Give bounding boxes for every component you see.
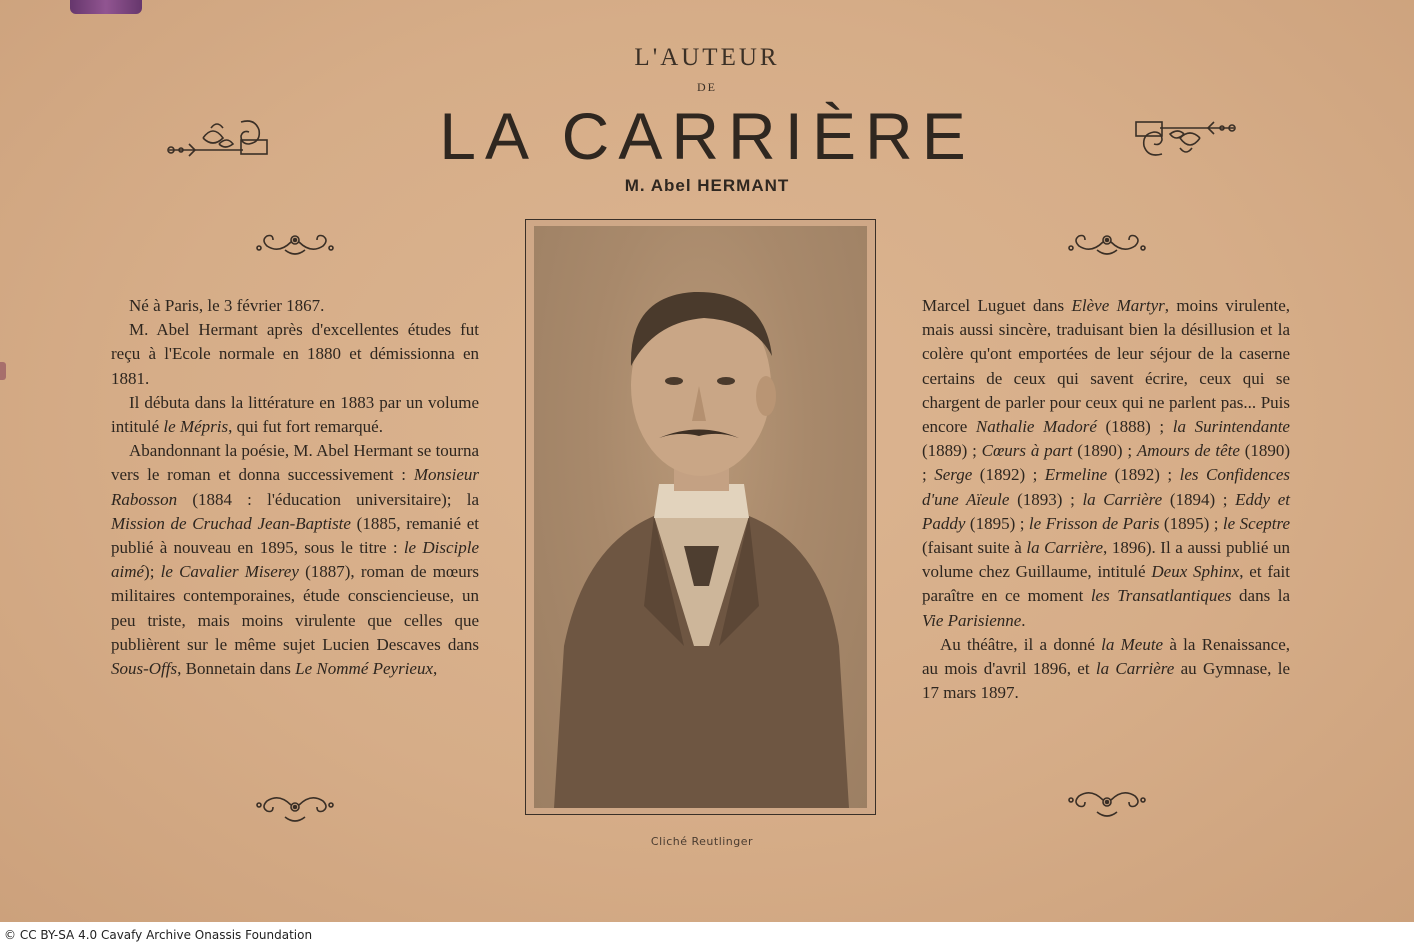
copyright-credit: © CC BY-SA 4.0 Cavafy Archive Onassis Foundation <box>4 928 313 942</box>
portrait-photo <box>534 226 867 808</box>
work-title: le Disciple aimé <box>111 538 480 582</box>
work-title: Sous-Offs <box>111 659 178 679</box>
works-paragraph <box>922 294 1290 633</box>
text-run: (1892) ; <box>1107 465 1180 485</box>
text-run: , Bonnetain dans <box>177 659 296 679</box>
text-run: dans la <box>1231 586 1290 606</box>
page-title: LA CARRIÈRE <box>439 99 975 173</box>
text-run: Au théâtre, il a donné <box>940 634 1102 654</box>
work-title: la Carrière <box>1026 538 1104 558</box>
work-title: Cœurs à part <box>981 441 1073 461</box>
bookmark-ribbon <box>70 0 142 14</box>
text-run: , <box>433 659 438 679</box>
text-run: à la Renaissance, au mois d'avril 1896, et <box>922 634 1290 679</box>
work-title: le Cavalier Miserey <box>160 562 299 582</box>
work-title: Le Nommé Peyrieux <box>295 659 434 679</box>
header-line-auteur: L'AUTEUR <box>634 44 780 71</box>
work-title: Elève Martyr <box>1071 296 1165 315</box>
birth-paragraph: Né à Paris, le 3 février 1867. <box>129 296 325 315</box>
text-run: (1884 : l'éducation universitaire); la <box>177 489 479 509</box>
key-ornament-left-icon <box>163 114 273 162</box>
work-title: Mission de Cruchad Jean-Baptiste <box>111 513 351 533</box>
fleuron-bottom-right-icon <box>1067 788 1147 820</box>
header-line-de: DE <box>697 80 717 94</box>
education-paragraph: M. Abel Hermant après d'excellentes études fut reçu à l'Ecole normale en 1880 et démissionna en 1881. <box>111 320 479 388</box>
text-run: (1895) ; <box>1159 513 1223 533</box>
text-run: , qui fut fort remarqué. <box>228 417 383 437</box>
work-title: Nathalie Madoré <box>975 417 1097 437</box>
text-run: (1888) ; <box>1096 417 1173 437</box>
text-run: Il débuta dans la littérature en 1883 par un volume intitulé <box>111 392 479 437</box>
work-title: le Frisson de Paris <box>1028 513 1160 533</box>
text-run: (1895) ; <box>965 513 1029 533</box>
text-run: Abandonnant la poésie, M. Abel Hermant se tourna vers le roman et donna successivement : <box>111 441 479 485</box>
work-title: Monsieur Rabosson <box>111 465 479 509</box>
fleuron-top-right-icon <box>1067 230 1147 262</box>
work-title: le Sceptre <box>1222 513 1290 533</box>
novels-paragraph <box>111 439 479 681</box>
fleuron-top-left-icon <box>255 230 335 262</box>
work-title: Serge <box>934 465 973 485</box>
debut-paragraph <box>111 391 479 439</box>
key-ornament-right-icon <box>1130 114 1240 162</box>
text-run: . <box>1021 610 1026 630</box>
text-run: (1889) ; <box>922 441 982 461</box>
text-run: (faisant suite à <box>922 538 1027 558</box>
biography-right-column <box>922 294 1290 705</box>
edge-mark <box>0 362 6 380</box>
work-title: la Carrière <box>1095 659 1175 679</box>
text-run: (1892) ; <box>972 465 1045 485</box>
author-name: M. Abel HERMANT <box>624 176 790 195</box>
work-title: Vie Parisienne <box>922 610 1022 630</box>
text-run: ); <box>144 562 161 582</box>
work-title: Amours de tête <box>1136 441 1240 461</box>
work-title: les Transatlantiques <box>1090 586 1232 606</box>
work-title: Eddy et Paddy <box>922 489 1291 533</box>
theatre-paragraph <box>922 633 1290 706</box>
work-title: le Mépris <box>163 417 229 437</box>
text-run: , 1896). Il a aussi publié un volume chez Guillaume, intitulé <box>922 538 1291 582</box>
work-title: les Confidences d'une Aïeule <box>922 465 1291 509</box>
text-run: , et fait paraître en ce moment <box>922 562 1290 606</box>
text-run: , moins virulente, mais aussi sincère, traduisant bien la désillusion et la colère qu'ont emportées de leur séjour de la caserne certains de ceux qui savent écrire, ceux qui se chargent de parler pour ceux qui ne parlent pas... Puis encore <box>922 296 1290 437</box>
text-run: au Gymnase, le 17 mars 1897. <box>922 659 1290 703</box>
text-run: (1890) ; <box>1072 441 1137 461</box>
portrait-figure-icon <box>534 226 867 808</box>
work-title: Deux Sphinx <box>1151 562 1240 582</box>
text-run: (1894) ; <box>1162 489 1236 509</box>
text-run: (1890) ; <box>922 441 1291 485</box>
text-run: (1885, remanié et publié à nouveau en 1895, sous le titre : <box>111 513 479 558</box>
work-title: Ermeline <box>1044 465 1108 485</box>
portrait-photo-frame <box>525 219 876 815</box>
fleuron-bottom-left-icon <box>255 793 335 825</box>
text-run: (1893) ; <box>1009 489 1083 509</box>
work-title: la Surintendante <box>1172 417 1290 437</box>
biography-left-column <box>111 294 479 681</box>
work-title: la Meute <box>1101 634 1164 654</box>
photo-caption: Cliché Reutlinger <box>650 835 754 848</box>
text-run: Marcel Luguet dans <box>922 296 1072 315</box>
work-title: la Carrière <box>1082 489 1163 509</box>
text-run: (1887), roman de mœurs militaires contemporaines, étude consciencieuse, un peu triste, mais moins virulente que celles que publièrent sur le même sujet Lucien Descaves dans <box>111 562 479 654</box>
